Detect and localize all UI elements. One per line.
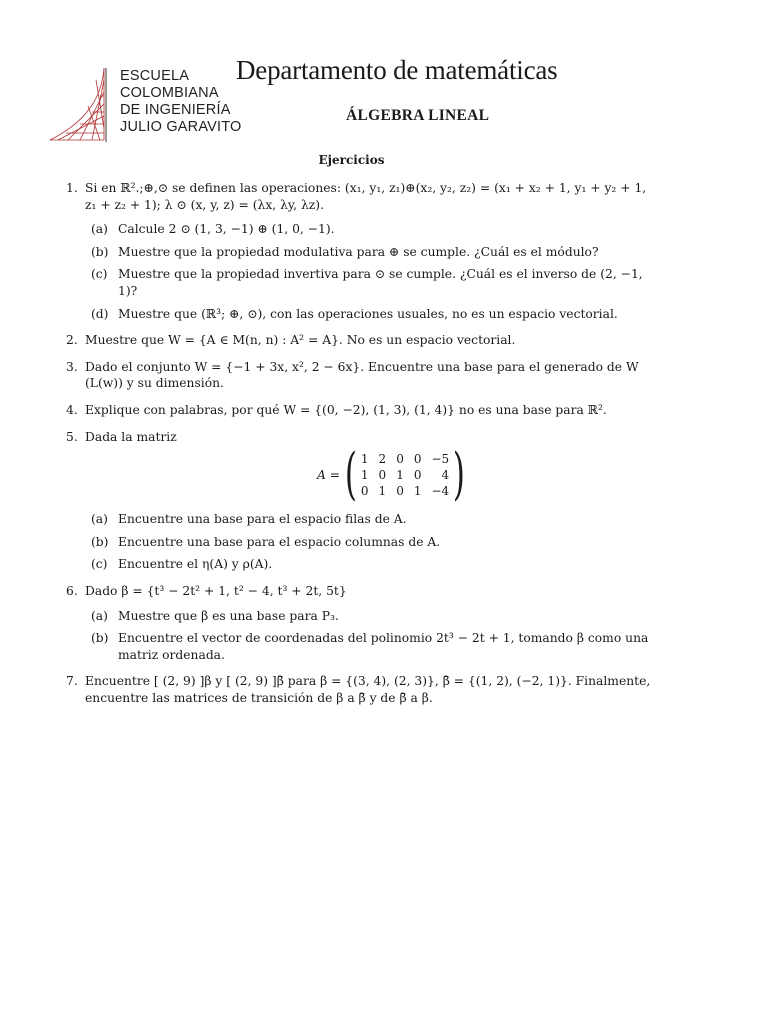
exercise-number: 3.: [66, 359, 78, 374]
sub-item-text: Muestre que (ℝ³; ⊕, ⊙), con las operaciones usuales, no es un espacio vectorial.: [118, 306, 618, 321]
exercise-text: Encuentre [ (2, 9) ]β y [ (2, 9) ]β̄ para β = {(3, 4), (2, 3)}, β̄ = {(1, 2), (−2, 1)}. Finalmente, encuentre las matrices de transición de β a β̄ y de β̄ a β.: [85, 674, 651, 705]
matrix-cell: −4: [431, 484, 450, 499]
exercise-5: [66, 429, 656, 573]
sub-item-text: Muestre que β es una base para P₃.: [118, 608, 339, 623]
matrix-row: [356, 467, 454, 483]
matrix-cell: −5: [431, 452, 450, 467]
exercise-text: Dado el conjunto W = {−1 + 3x, x², 2 − 6x}. Encuentre una base para el generado de W (L(w)) y su dimensión.: [85, 359, 639, 391]
matrix-cell: 4: [441, 468, 450, 483]
logo-grid-icon: [48, 66, 118, 144]
logo-text: [120, 68, 242, 136]
matrix-row: [356, 451, 454, 467]
exercise-text: Muestre que W = {A ∈ M(n, n) : A² = A}. No es un espacio vectorial.: [85, 333, 516, 348]
left-paren: (: [344, 442, 357, 508]
matrix-cell: 1: [360, 452, 369, 467]
matrix-cell: 0: [396, 452, 404, 467]
exercise-list: [66, 180, 656, 716]
sub-item-text: Encuentre el vector de coordenadas del polinomio 2t³ − 2t + 1, tomando β como una matriz ordenada.: [118, 631, 649, 662]
logo-line: JULIO GARAVITO: [120, 119, 242, 135]
exercise-text: Dado β = {t³ − 2t² + 1, t² − 4, t³ + 2t, 5t}: [85, 583, 347, 598]
matrix-cell: 1: [378, 484, 387, 499]
right-paren: ): [453, 442, 466, 508]
exercise-number: 5.: [66, 429, 78, 444]
exercise-text: Dada la matriz: [85, 429, 177, 444]
course-title: ÁLGEBRA LINEAL: [346, 107, 490, 124]
sub-item: [85, 556, 656, 573]
matrix-cell: 1: [413, 484, 422, 499]
sub-item: [85, 221, 656, 238]
sub-item-text: Encuentre el η(A) y ρ(A).: [118, 557, 273, 572]
matrix-table: [356, 451, 454, 499]
exercise-4: [66, 402, 656, 419]
sub-item: [85, 630, 656, 663]
exercise-number: 2.: [66, 333, 78, 348]
exercise-text: Explique con palabras, por qué W = {(0, −2), (1, 3), (1, 4)} no es una base para ℝ².: [85, 402, 607, 417]
sub-item-label: (a): [91, 512, 108, 527]
sub-item-label: (a): [91, 608, 108, 623]
sub-item: [85, 266, 656, 299]
matrix-cell: 0: [413, 468, 422, 483]
sub-item: [85, 534, 656, 551]
department-title: Departamento de matemáticas: [236, 55, 558, 85]
matrix-cell: 0: [413, 452, 422, 467]
sub-item-label: (a): [91, 222, 108, 237]
matrix-row: [356, 483, 454, 499]
exercise-number: 1.: [66, 181, 78, 195]
sub-item: [85, 511, 656, 528]
sub-item-text: Encuentre una base para el espacio filas de A.: [118, 512, 407, 527]
exercise-6: [66, 583, 656, 663]
exercise-number: 6.: [66, 583, 78, 598]
matrix-label: A =: [316, 467, 341, 482]
sub-item-label: (b): [91, 534, 109, 549]
sub-item-text: Calcule 2 ⊙ (1, 3, −1) ⊕ (1, 0, −1).: [118, 222, 335, 237]
sub-item-text: Muestre que la propiedad modulativa para ⊕ se cumple. ¿Cuál es el módulo?: [118, 244, 599, 259]
logo-line: COLOMBIANA: [120, 85, 219, 101]
sub-item: [85, 306, 656, 323]
sub-item-label: (c): [91, 557, 108, 572]
exercise-text: Si en ℝ².;⊕,⊙ se definen las operaciones: (x₁, y₁, z₁)⊕(x₂, y₂, z₂) = (x₁ + x₂ + 1, y₁ + y₂ + 1, z₁ + z₂ + 1); λ ⊙ (x, y, z) = (λx, λy, λz).: [85, 181, 647, 212]
exercise-7: [66, 673, 656, 706]
section-subtitle: Ejercicios: [318, 153, 385, 167]
sub-items: [85, 608, 656, 664]
matrix-cell: 1: [360, 468, 369, 483]
sub-item-text: Encuentre una base para el espacio columnas de A.: [118, 534, 441, 549]
exercise-1: [66, 180, 656, 322]
logo-line: DE INGENIERÍA: [120, 102, 231, 118]
sub-items: [85, 221, 656, 322]
exercise-3: [66, 359, 656, 392]
matrix-cell: 1: [396, 468, 404, 483]
sub-item-label: (b): [91, 631, 109, 646]
university-logo: [48, 66, 242, 144]
matrix-block: [85, 442, 656, 508]
sub-item-text: Muestre que la propiedad invertiva para ⊙ se cumple. ¿Cuál es el inverso de (2, −1, 1)?: [118, 267, 643, 298]
exercise-2: [66, 332, 656, 349]
exercise-number: 7.: [66, 674, 78, 689]
sub-item-label: (c): [91, 267, 108, 282]
sub-item-label: (d): [91, 306, 109, 321]
sub-item: [85, 244, 656, 261]
matrix-cell: 2: [378, 452, 387, 467]
matrix-cell: 0: [396, 484, 404, 499]
exercise-number: 4.: [66, 402, 78, 417]
logo-line: ESCUELA: [120, 68, 190, 84]
sub-item-label: (b): [91, 244, 109, 259]
sub-items: [85, 511, 656, 573]
matrix-cell: 0: [378, 468, 387, 483]
matrix-cell: 0: [360, 484, 369, 499]
sub-item: [85, 608, 656, 625]
